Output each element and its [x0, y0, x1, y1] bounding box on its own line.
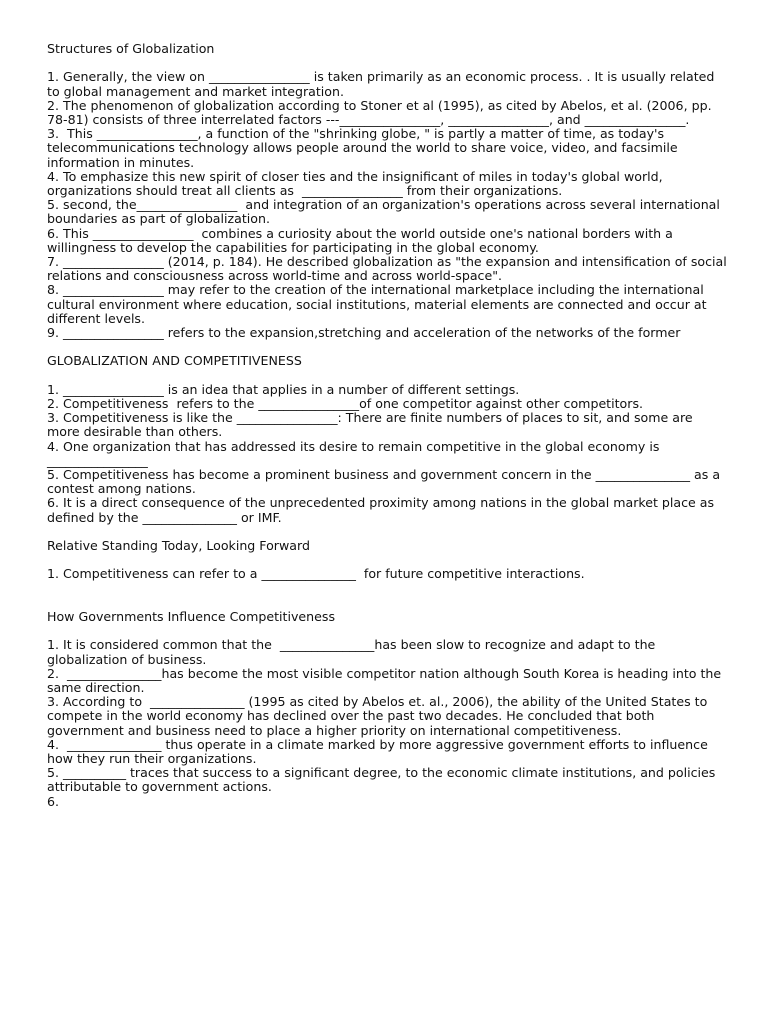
section-structures-of-globalization — [47, 41, 731, 341]
question-item: 6. It is a direct consequence of the unprecedented proximity among nations in the global market place as defined by the _______________ or IMF. — [47, 495, 719, 525]
question-item: 9. ________________ refers to the expansion,stretching and acceleration of the networks of the former — [47, 325, 681, 341]
question-item: 3. According to _______________ (1995 as cited by Abelos et. al., 2006), the ability of the United States to compete in the world economy has declined over the past two decades. He concluded that both government and business need to place a higher priority on international competitiveness. — [47, 694, 712, 738]
question-item: 6. This ________________ combines a curiosity about the world outside one's national borders with a willingness to develop the capabilities for participating in the global economy. — [47, 225, 677, 255]
section-relative-standing — [47, 539, 727, 582]
question-item: 2. Competitiveness refers to the ________________of one competitor against other competitors. — [47, 396, 644, 412]
question-item: 1. Competitiveness can refer to a _______________ for future competitive interactions. — [47, 566, 585, 582]
question-item: 2. The phenomenon of globalization according to Stoner et al (1995), as cited by Abelos, et al. (2006, pp. 78-81) consists of three interrelated factors ---________________, ________________, and ________________. — [47, 97, 716, 127]
question-item: 5. __________ traces that success to a significant degree, to the economic climate institutions, and policies attributable to government actions. — [47, 765, 720, 795]
section-heading: How Governments Influence Competitiveness — [47, 609, 336, 625]
question-item: 3. This ________________, a function of the "shrinking globe, " is partly a matter of time, as today's telecommunications technology allows people around the world to share voice, video, and facsimile information in minutes. — [47, 126, 682, 170]
question-item: 8. ________________ may refer to the creation of the international marketplace including the international cultural environment where education, social institutions, material elements are connected and occur at different levels. — [47, 282, 711, 326]
question-item: 1. Generally, the view on ________________ is taken primarily as an economic process. . It is usually related to global management and market integration. — [47, 69, 719, 99]
question-item: 4. One organization that has addressed its desire to remain competitive in the global economy is ________________ — [47, 438, 664, 468]
question-item: 3. Competitiveness is like the ________________: There are finite numbers of places to sit, and some are more desirable than others. — [47, 410, 697, 440]
question-item: 6. — [47, 793, 60, 809]
question-item: 5. second, the________________ and integration of an organization's operations across several international boundaries as part of globalization. — [47, 197, 724, 227]
section-globalization-and-competitiveness — [47, 354, 727, 524]
section-heading: GLOBALIZATION AND COMPETITIVENESS — [47, 353, 302, 369]
question-item: 7. ________________ (2014, p. 184). He described globalization as "the expansion and intensification of social relations and consciousness across world-time and across world-space". — [47, 254, 731, 284]
section-heading: Relative Standing Today, Looking Forward — [47, 538, 310, 554]
question-item: 4. To emphasize this new spirit of closer ties and the insignificant of miles in today's global world, organizations should treat all clients as ________________ from their organizations. — [47, 168, 667, 199]
document-body — [47, 41, 731, 809]
question-item: 1. ________________ is an idea that applies in a number of different settings. — [47, 381, 520, 397]
question-item: 4. _______________ thus operate in a climate marked by more aggressive government efforts to influence how they run their organizations. — [47, 736, 712, 767]
question-item: 5. Competitiveness has become a prominent business and government concern in the _______________ as a contest among nations. — [47, 467, 725, 497]
section-heading: Structures of Globalization — [47, 41, 215, 56]
section-how-governments-influence — [47, 610, 727, 809]
question-item: 1. It is considered common that the _______________has been slow to recognize and adapt to the globalization of business. — [47, 637, 660, 667]
question-item: 2. _______________has become the most visible competitor nation although South Korea is heading into the same direction. — [47, 665, 726, 696]
